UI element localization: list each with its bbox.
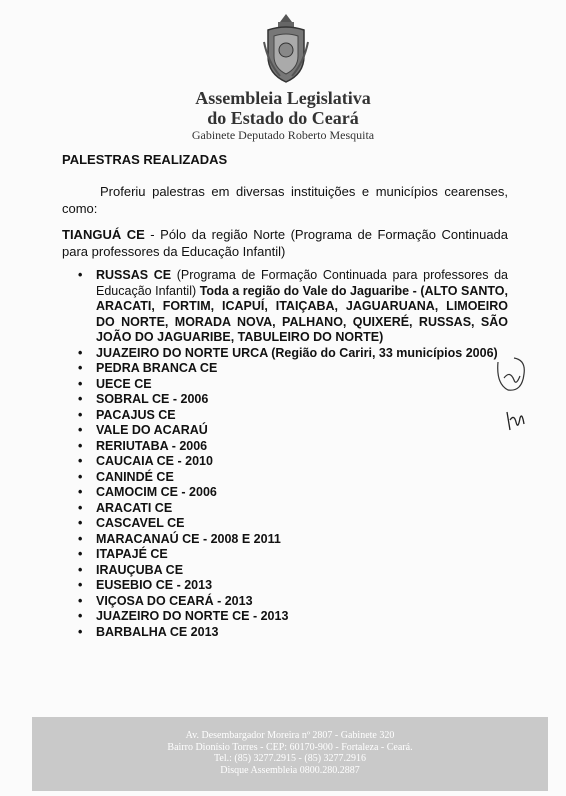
- list-item: [76, 485, 508, 501]
- list-item-name: CASCAVEL CE: [96, 516, 185, 530]
- list-item: [76, 501, 508, 517]
- list-item-name: RUSSAS CE: [96, 268, 172, 282]
- list-item-name: SOBRAL CE - 2006: [96, 392, 209, 406]
- list-item: [76, 439, 508, 455]
- state-coat-of-arms-icon: [262, 12, 310, 84]
- list-item: [76, 392, 508, 408]
- list-item-detail-bold: Toda a região do Vale do Jaguaribe - (ALTO SANTO, ARACATI, FORTIM, ICAPUÍ, ITAIÇABA, JAGUARUANA, LIMOEIRO DO NORTE, MORADA NOVA, PALHANO, QUIXERÉ, RUSSAS, SÃO JOÃO DO JAGUARIBE, TABULEIRO DO NORTE): [96, 283, 508, 344]
- section-title: PALESTRAS REALIZADAS: [62, 152, 228, 167]
- list-item: [76, 346, 508, 362]
- bullet: •: [78, 423, 83, 437]
- list-item-name: RERIUTABA - 2006: [96, 438, 208, 453]
- bullet: •: [78, 531, 83, 546]
- bullet: •: [78, 562, 83, 577]
- list-item-name: JUAZEIRO DO NORTE CE - 2013: [96, 609, 289, 623]
- list-item: [76, 563, 508, 579]
- list-item-name: CAMOCIM CE - 2006: [96, 485, 217, 499]
- list-item: [76, 532, 508, 548]
- bullet: •: [78, 578, 83, 592]
- list-item: [76, 547, 508, 563]
- list-item: [76, 408, 508, 424]
- list-item-name: BARBALHA CE 2013: [96, 624, 219, 639]
- bullet: •: [78, 438, 83, 453]
- list-item: [76, 470, 508, 486]
- list-item: [76, 377, 508, 393]
- list-item: [76, 423, 508, 439]
- bullet: •: [78, 454, 83, 468]
- list-item-name: EUSEBIO CE - 2013: [96, 578, 213, 592]
- list-item: [76, 578, 508, 594]
- list-item: [76, 609, 508, 625]
- list-item-name: JUAZEIRO DO NORTE URCA (Região do Cariri, 33 municípios 2006): [96, 345, 498, 360]
- list-item: [76, 625, 508, 641]
- bullet: •: [78, 609, 83, 623]
- list-item: [76, 268, 508, 346]
- list-item: [76, 594, 508, 610]
- list-item-name: VIÇOSA DO CEARÁ - 2013: [96, 593, 253, 608]
- bullet: •: [78, 376, 83, 391]
- bullet: •: [78, 516, 83, 530]
- lectures-list: [76, 268, 508, 640]
- list-item-name: PEDRA BRANCA CE: [96, 361, 218, 375]
- intro-paragraph: Proferiu palestras em diversas instituições e municípios cearenses, como:: [62, 184, 508, 216]
- list-item-name: VALE DO ACARAÚ: [96, 423, 208, 437]
- region-text: - Pólo da região Norte (Programa de Formação Continuada para professores da Educação Infantil): [62, 227, 509, 259]
- footer-address-line: Av. Desembargador Moreira nº 2807 - Gabinete 320: [185, 730, 395, 741]
- list-item-name: UECE CE: [96, 376, 152, 391]
- bullet: •: [78, 361, 83, 375]
- bullet: •: [78, 407, 83, 422]
- bullet: •: [78, 345, 83, 360]
- list-item: [76, 516, 508, 532]
- list-item-name: ITAPAJÉ CE: [96, 547, 168, 561]
- list-item-name: IRAUÇUBA CE: [96, 562, 184, 577]
- footer-phone-line: Tel.: (85) 3277.2915 - (85) 3277.2916: [213, 753, 367, 764]
- header-institution-line2: do Estado do Ceará: [207, 108, 359, 128]
- footer-neighborhood-line: Bairro Dionísio Torres - CEP: 60170-900 - Fortaleza - Ceará.: [167, 741, 413, 753]
- header-office-name: Gabinete Deputado Roberto Mesquita: [191, 128, 375, 142]
- list-item: [76, 361, 508, 377]
- footer-hotline-line: Disque Assembleia 0800.280.2887: [220, 764, 360, 776]
- bullet: •: [78, 500, 83, 515]
- list-item-name: MARACANAÚ CE - 2008 E 2011: [96, 531, 281, 546]
- header-institution-line1: Assembleia Legislativa: [195, 88, 371, 108]
- bullet: •: [78, 268, 83, 282]
- bullet: •: [78, 547, 83, 561]
- handwritten-initials-signature: [494, 354, 528, 394]
- bullet: •: [78, 392, 83, 406]
- bullet: •: [78, 485, 83, 499]
- bullet: •: [78, 593, 83, 608]
- handwritten-rubric-signature: [504, 408, 526, 434]
- footer-address-block: [32, 717, 548, 791]
- list-item-name: PACAJUS CE: [96, 407, 176, 422]
- region-name: TIANGUÁ CE: [62, 227, 145, 242]
- bullet: •: [78, 624, 83, 639]
- bullet: •: [78, 469, 83, 484]
- list-item-name: CANINDÉ CE: [96, 469, 174, 484]
- list-item-name: ARACATI CE: [96, 500, 173, 515]
- region-paragraph: [62, 226, 508, 260]
- list-item-detail: (Programa de Formação Continuada para professores da Educação Infantil): [96, 268, 508, 298]
- list-item-name: CAUCAIA CE - 2010: [96, 454, 213, 468]
- list-item: [76, 454, 508, 470]
